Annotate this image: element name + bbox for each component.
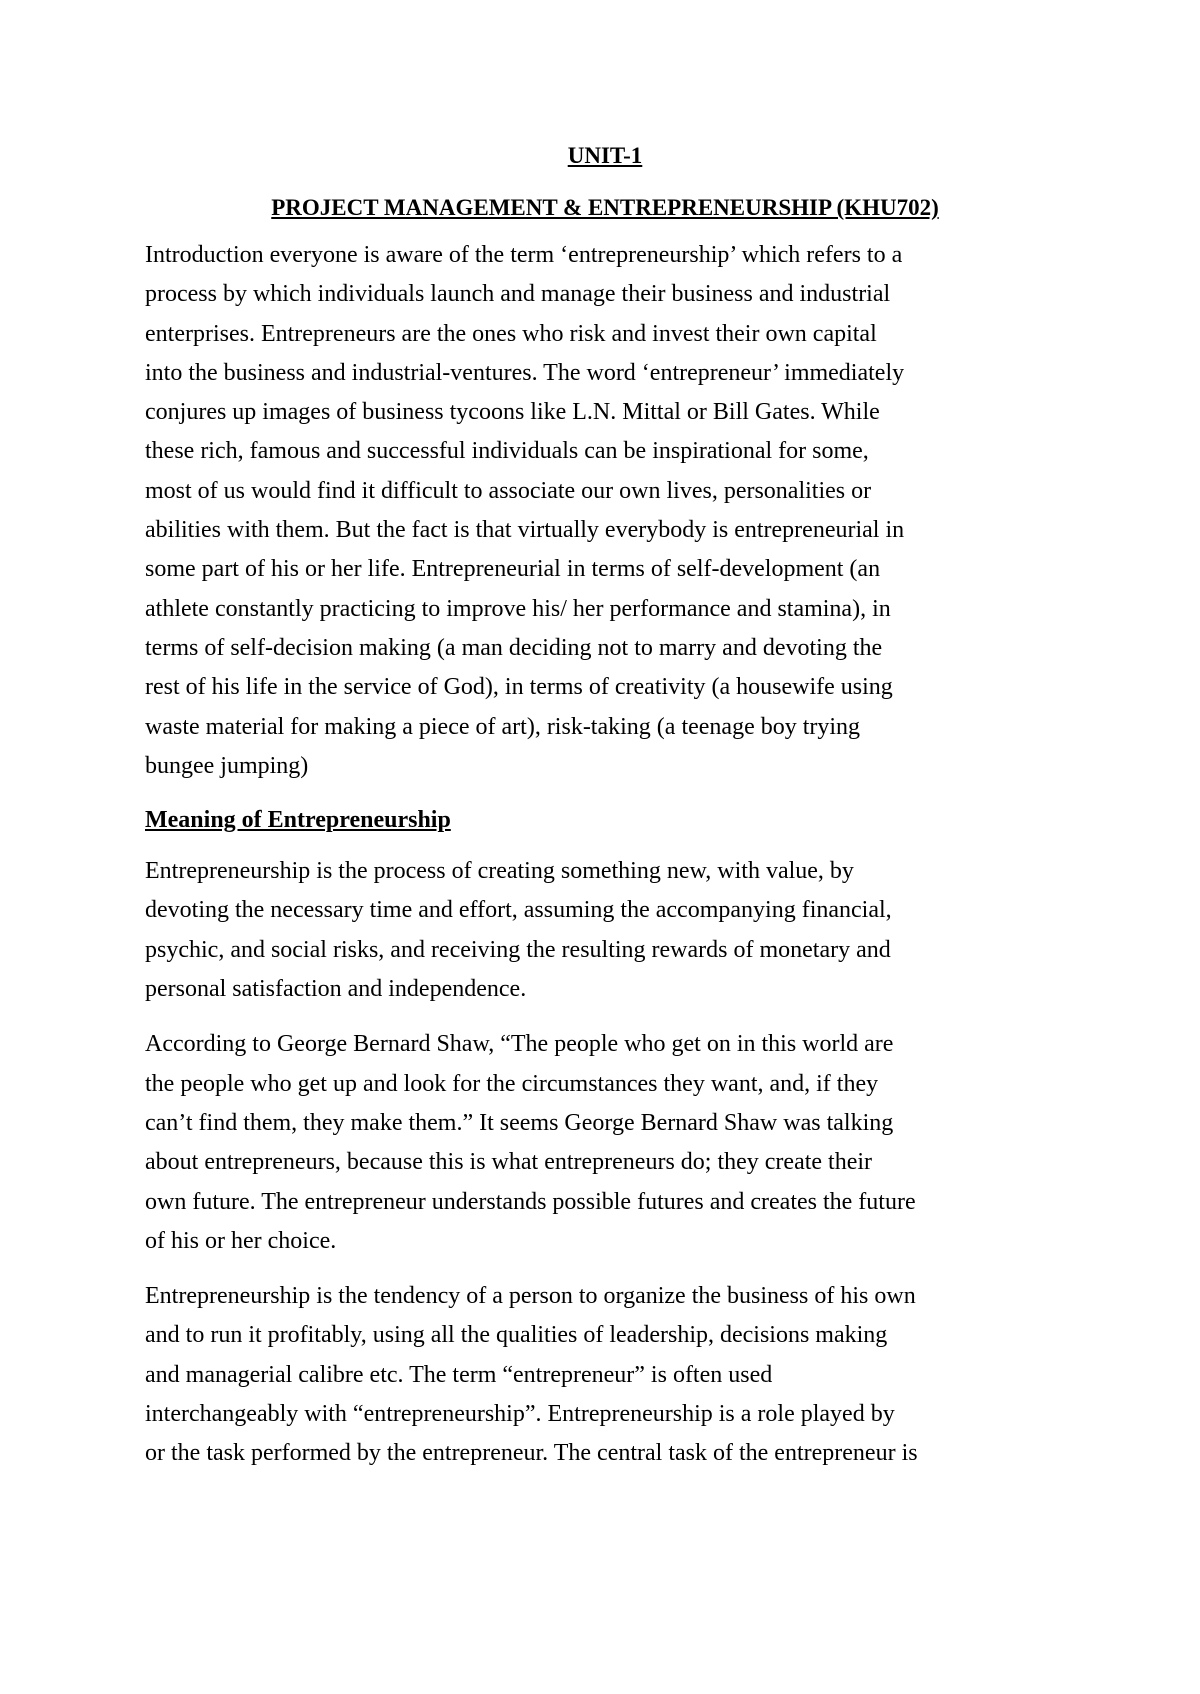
paragraph-line: bungee jumping): [145, 752, 309, 779]
paragraph-line: psychic, and social risks, and receiving the resulting rewards of monetary and: [145, 936, 891, 963]
intro-paragraph: [145, 236, 1065, 786]
paragraph-line: rest of his life in the service of God), in terms of creativity (a housewife using: [145, 674, 893, 701]
paragraph-line: According to George Bernard Shaw, “The people who get on in this world are: [145, 1031, 894, 1058]
paragraph-line: and to run it profitably, using all the qualities of leadership, decisions making: [145, 1322, 888, 1349]
paragraph-line: waste material for making a piece of art), risk-taking (a teenage boy trying: [145, 713, 861, 740]
unit-title: UNIT-1: [567, 143, 643, 168]
paragraph-line: terms of self-decision making (a man deciding not to marry and devoting the: [145, 634, 883, 661]
paragraph-line: can’t find them, they make them.” It seems George Bernard Shaw was talking: [145, 1109, 894, 1136]
section-heading-meaning: Meaning of Entrepreneurship: [145, 807, 451, 834]
paragraph-line: devoting the necessary time and effort, assuming the accompanying financial,: [145, 897, 892, 924]
paragraph-line: and managerial calibre etc. The term “entrepreneur” is often used: [145, 1361, 773, 1388]
paragraph-line: Entrepreneurship is the tendency of a person to organize the business of his own: [145, 1283, 916, 1310]
paragraph-line: Entrepreneurship is the process of creating something new, with value, by: [145, 858, 854, 885]
paragraph-line: some part of his or her life. Entrepreneurial in terms of self-development (an: [145, 556, 881, 583]
document-page: [145, 140, 1065, 1490]
paragraph-line: abilities with them. But the fact is that virtually everybody is entrepreneurial in: [145, 517, 905, 544]
paragraph-line: or the task performed by the entrepreneur. The central task of the entrepreneur is: [145, 1440, 918, 1467]
tendency-paragraph: [145, 1277, 1065, 1473]
paragraph-line: own future. The entrepreneur understands possible futures and creates the future: [145, 1188, 916, 1215]
meaning-paragraph: [145, 852, 1065, 1009]
paragraph-line: enterprises. Entrepreneurs are the ones who risk and invest their own capital: [145, 320, 877, 347]
paragraph-line: these rich, famous and successful individuals can be inspirational for some,: [145, 438, 869, 465]
paragraph-line: athlete constantly practicing to improve his/ her performance and stamina), in: [145, 595, 891, 622]
paragraph-line: about entrepreneurs, because this is what entrepreneurs do; they create their: [145, 1149, 873, 1176]
paragraph-line: Introduction everyone is aware of the term ‘entrepreneurship’ which refers to a: [145, 242, 903, 268]
paragraph-line: personal satisfaction and independence.: [145, 976, 527, 1003]
paragraph-line: most of us would find it difficult to associate our own lives, personalities or: [145, 477, 872, 504]
paragraph-line: interchangeably with “entrepreneurship”. Entrepreneurship is a role played by: [145, 1401, 895, 1428]
paragraph-line: of his or her choice.: [145, 1227, 337, 1254]
shaw-paragraph: [145, 1025, 1065, 1261]
course-title: PROJECT MANAGEMENT & ENTREPRENEURSHIP (KHU702): [271, 195, 939, 220]
paragraph-line: into the business and industrial-ventures. The word ‘entrepreneur’ immediately: [145, 359, 905, 386]
paragraph-line: the people who get up and look for the circumstances they want, and, if they: [145, 1070, 879, 1097]
paragraph-line: conjures up images of business tycoons like L.N. Mittal or Bill Gates. While: [145, 399, 880, 426]
paragraph-line: process by which individuals launch and manage their business and industrial: [145, 281, 891, 308]
